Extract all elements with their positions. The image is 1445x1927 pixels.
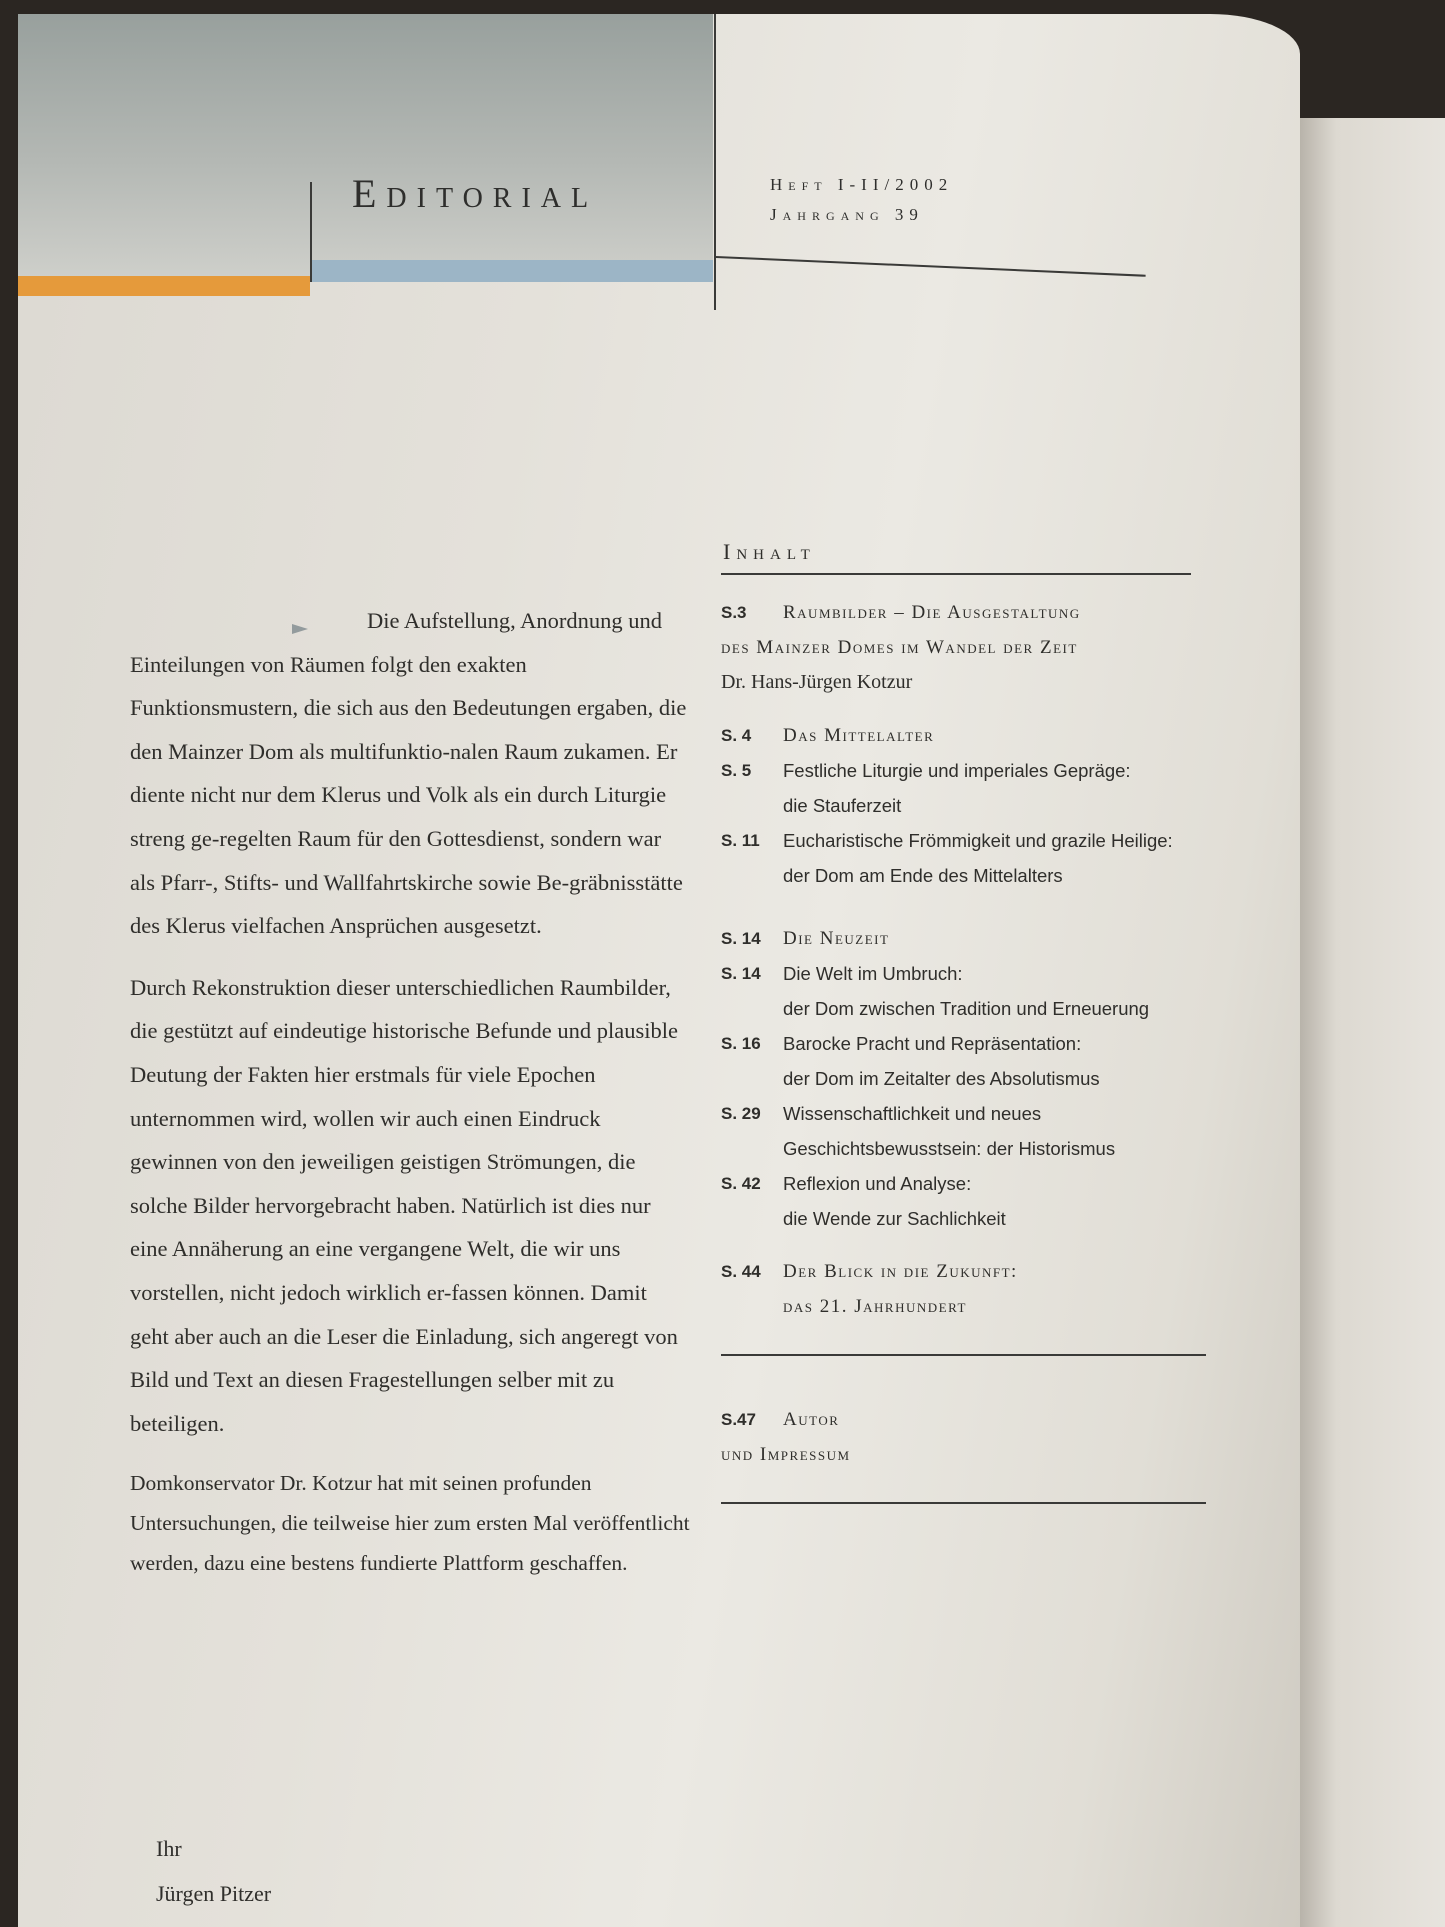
toc-entry[interactable]: S.47 Autor — [721, 1409, 840, 1430]
toc-entry-continuation: der Dom am Ende des Mittelalters — [783, 865, 1063, 886]
facing-page-edge — [1300, 118, 1445, 1927]
toc-rule — [721, 573, 1191, 575]
volume-number: Jahrgang 39 — [770, 205, 924, 224]
toc-entry[interactable]: S. 29 Wissenschaftlichkeit und neues — [721, 1103, 1042, 1124]
toc-entry-title: Raumbilder – Die Ausgestaltung — [783, 602, 1081, 623]
signature-block — [156, 1826, 271, 1916]
toc-page-number: S.3 — [721, 603, 747, 622]
toc-bottom-rule — [721, 1502, 1206, 1504]
paragraph-3: Domkonservator Dr. Kotzur hat mit seinen profunden Untersuchungen, die teilweise hier zum ersten Mal veröffentlicht werden, dazu eine bestens fundierte Plattform geschaffen. — [130, 1471, 690, 1576]
issue-number: Heft I-II/2002 — [770, 175, 954, 194]
header-rule — [716, 256, 1146, 277]
toc-entry-continuation: und Impressum — [721, 1444, 851, 1465]
toc-entry[interactable]: S. 11 Eucharistische Frömmigkeit und grazile Heilige: — [721, 830, 1173, 851]
table-of-contents — [721, 539, 1246, 1504]
toc-entry-continuation: des Mainzer Domes im Wandel der Zeit — [721, 637, 1078, 658]
toc-entry[interactable]: S. 42 Reflexion und Analyse: — [721, 1173, 972, 1194]
toc-entry[interactable]: S. 14 Die Welt im Umbruch: — [721, 963, 963, 984]
toc-entry-continuation: die Stauferzeit — [783, 795, 902, 816]
header-orange-stripe — [18, 276, 310, 296]
toc-entry[interactable]: S. 44 Der Blick in die Zukunft: — [721, 1261, 1018, 1282]
toc-entry-continuation: der Dom zwischen Tradition und Erneuerung — [783, 998, 1150, 1019]
paragraph-2: Durch Rekonstruktion dieser unterschiedlichen Raumbilder, die gestützt auf eindeutige historische Befunde und plausible Deutung der Fakten hier erstmals für viele Epochen unternommen wird, wollen wir auch einen Eindruck gewinnen von den jeweiligen geistigen Strömungen, die solche Bilder hervorgebracht haben. Natürlich ist dies nur eine Annäherung an eine vergangene Welt, die wir uns vorstellen, nicht jedoch wirklich er-fassen können. Damit geht aber auch an die Leser die Einladung, sich angeregt von Bild und Text an diesen Fragestellungen selber mit zu beteiligen. — [130, 974, 678, 1436]
signature: Jürgen Pitzer — [156, 1881, 272, 1906]
magazine-page — [18, 14, 1300, 1927]
toc-entry-continuation: die Wende zur Sachlichkeit — [783, 1208, 1006, 1229]
toc-entry[interactable] — [721, 595, 1246, 630]
issue-info — [770, 170, 953, 230]
header-divider-center — [714, 14, 716, 310]
toc-entry-author: Dr. Hans-Jürgen Kotzur — [721, 671, 913, 693]
paragraph-1: Die Aufstellung, Anordnung und Einteilungen von Räumen folgt den exakten Funktionsmustern, die sich aus den Bedeutungen ergaben, die den Mainzer Dom als multifunktio-nalen Raum zukamen. Er diente nicht nur dem Klerus und Volk als ein durch Liturgie streng ge-regelten Raum für den Gottesdienst, sondern war als Pfarr-, Stifts- und Wallfahrtskirche sowie Be-gräbnisstätte des Klerus vielfachen Ansprüchen ausgesetzt. — [130, 608, 687, 939]
header-blue-stripe — [310, 260, 713, 282]
closing: Ihr — [156, 1836, 182, 1861]
editorial-body — [130, 599, 690, 1601]
toc-title: Inhalt — [723, 539, 816, 564]
toc-entry-continuation: Geschichtsbewusstsein: der Historismus — [783, 1138, 1116, 1159]
header-divider-left — [310, 182, 312, 282]
toc-entry-continuation: das 21. Jahrhundert — [783, 1296, 967, 1317]
header-band — [18, 14, 713, 282]
toc-divider — [721, 1354, 1206, 1356]
toc-entry[interactable]: S. 4 Das Mittelalter — [721, 725, 935, 746]
page-title: Editorial — [352, 171, 599, 216]
toc-entry[interactable]: S. 16 Barocke Pracht und Repräsentation: — [721, 1033, 1082, 1054]
toc-entry-continuation: der Dom im Zeitalter des Absolutismus — [783, 1068, 1100, 1089]
toc-entry[interactable]: S. 14 Die Neuzeit — [721, 928, 890, 949]
toc-entry[interactable]: S. 5 Festliche Liturgie und imperiales Gepräge: — [721, 760, 1131, 781]
